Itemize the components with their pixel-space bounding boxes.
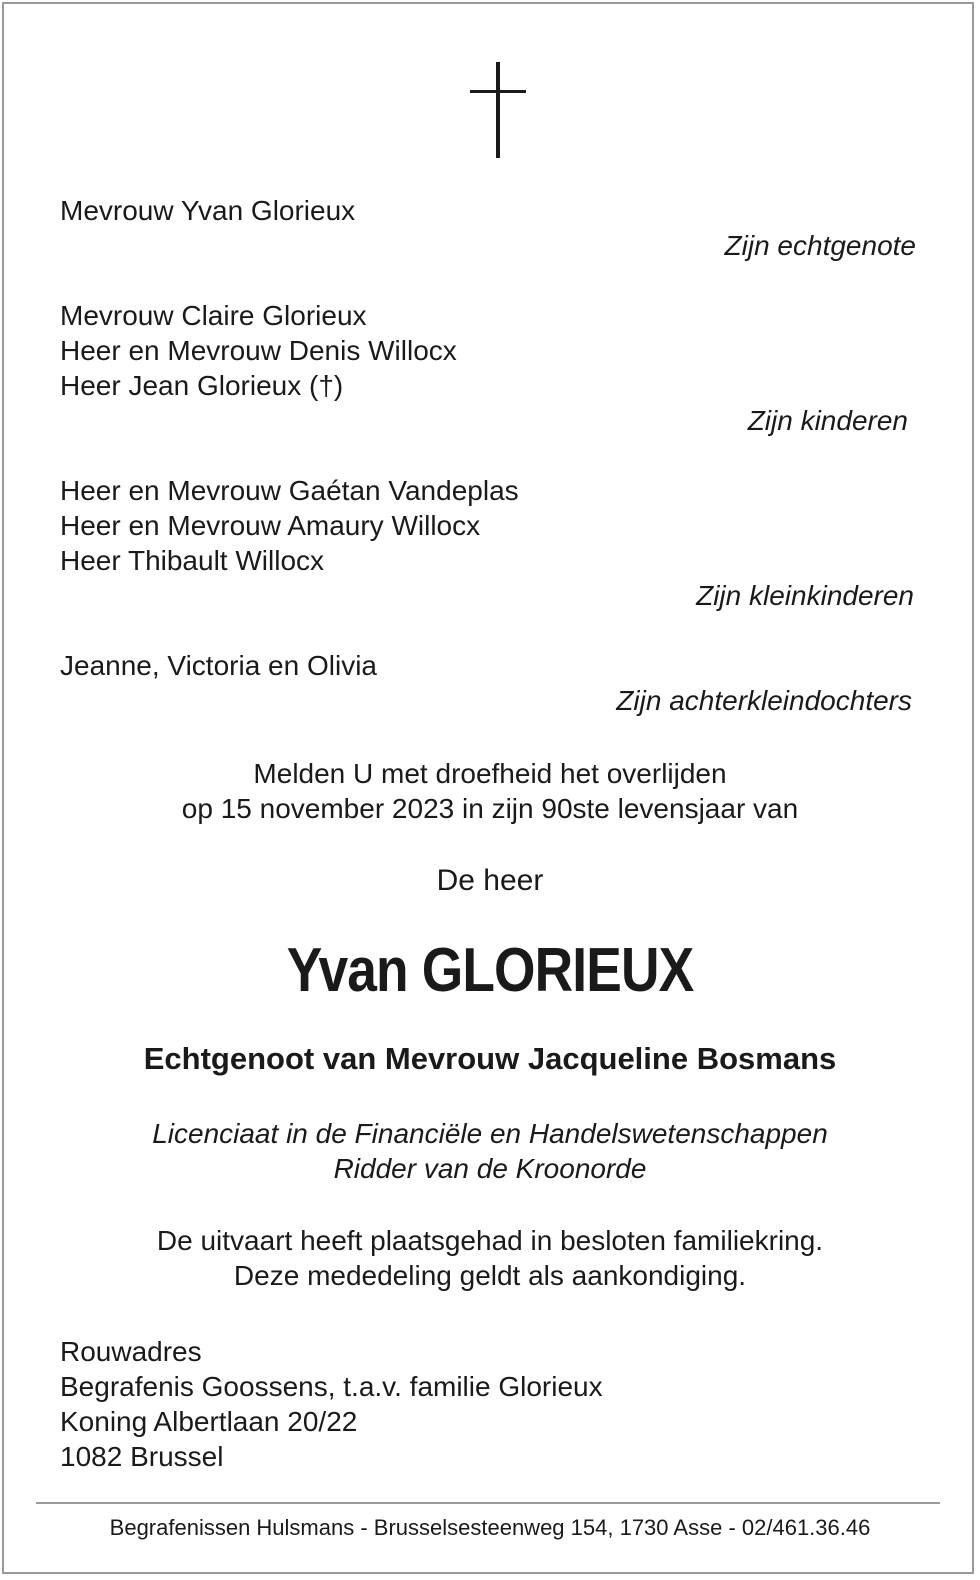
announcement-line-2: op 15 november 2023 in zijn 90ste levensjaar van [181, 793, 799, 824]
relation-great-grandchildren: Zijn achterkleindochters [616, 685, 912, 716]
grandchild-name: Heer en Mevrouw Amaury Willocx [60, 510, 481, 541]
spouse-name: Mevrouw Yvan Glorieux [60, 195, 356, 226]
child-name: Mevrouw Claire Glorieux [60, 300, 367, 331]
great-grandchildren-names: Jeanne, Victoria en Olivia [60, 650, 377, 681]
relation-children: Zijn kinderen [747, 405, 908, 436]
distinction-degree: Licenciaat in de Financiële en Handelswetenschappen [152, 1118, 828, 1149]
address-line: Begrafenis Goossens, t.a.v. familie Glorieux [60, 1371, 603, 1402]
cross-icon [470, 62, 526, 158]
footer-divider [36, 1502, 940, 1504]
child-name: Heer Jean Glorieux (†) [60, 370, 344, 401]
address-heading: Rouwadres [60, 1336, 202, 1367]
relation-spouse: Zijn echtgenote [724, 230, 916, 261]
address-line: Koning Albertlaan 20/22 [60, 1406, 358, 1437]
announcement-line-1: Melden U met droefheid het overlijden [253, 758, 727, 789]
relation-grandchildren: Zijn kleinkinderen [696, 580, 914, 611]
footer-funeral-home: Begrafenissen Hulsmans - Brusselsesteenweg 154, 1730 Asse - 02/461.36.46 [109, 1515, 871, 1540]
grandchild-name: Heer en Mevrouw Gaétan Vandeplas [60, 475, 519, 506]
spouse-line: Echtgenoot van Mevrouw Jacqueline Bosmans [143, 1041, 837, 1076]
address-line: 1082 Brussel [60, 1441, 224, 1472]
grandchild-name: Heer Thibault Willocx [60, 545, 325, 576]
child-name: Heer en Mevrouw Denis Willocx [60, 335, 457, 366]
funeral-line-1: De uitvaart heeft plaatsgehad in besloten familiekring. [156, 1225, 824, 1256]
funeral-line-2: Deze mededeling geldt als aankondiging. [233, 1260, 747, 1291]
deceased-title: De heer [436, 864, 544, 897]
distinction-order: Ridder van de Kroonorde [333, 1153, 647, 1184]
deceased-name: Yvan GLORIEUX [286, 936, 694, 1005]
